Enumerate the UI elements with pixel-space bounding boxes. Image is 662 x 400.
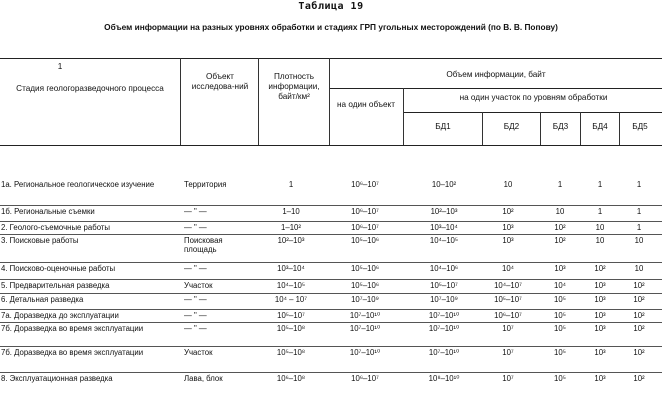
bd2-cell: 10³ [502, 223, 514, 232]
col-divider-per-area [403, 88, 404, 145]
stage-cell: 1б. Региональные съемки [1, 207, 95, 216]
bd3-cell: 10⁵ [554, 348, 566, 357]
table-caption: Объем информации на разных уровнях обработки и стадиях ГРП угольных месторождений (по В. В. Попову) [104, 22, 558, 32]
bd4-cell: 10³ [594, 374, 606, 383]
bd1-cell: 10⁷–10¹⁰ [428, 348, 460, 357]
row-rule [0, 309, 662, 310]
bd5-cell: 10² [633, 348, 645, 357]
object-cell: Лава, блок [184, 374, 223, 383]
density-cell: 1 [288, 180, 294, 189]
bd5-cell: 1 [636, 223, 642, 232]
bd1-cell: 10⁴–10⁵ [429, 236, 459, 245]
density-cell: 10⁵–10⁸ [276, 348, 306, 357]
density-cell: 10⁵–10⁷ [277, 311, 305, 320]
row-rule [0, 322, 662, 323]
object-cell: Территория [184, 180, 227, 189]
bd4-cell: 10³ [594, 348, 606, 357]
bd4-cell: 10³ [594, 311, 606, 320]
stage-cell: 3. Поисковые работы [1, 236, 79, 245]
table-row [0, 348, 662, 368]
per-object-cell: 10⁶–10⁷ [351, 207, 379, 216]
table-row [0, 374, 662, 394]
header-bd1: БД1 [435, 122, 451, 131]
density-cell: 10²–10³ [277, 236, 305, 245]
row-rule [0, 279, 662, 280]
per-object-cell: 10⁶–10⁷ [351, 374, 379, 383]
object-cell: Поисковая площадь [184, 236, 223, 254]
bd1-cell: 10³–10⁴ [430, 223, 458, 232]
density-cell: 10⁴ – 10⁷ [274, 295, 308, 304]
per-object-cell: 10⁶–10⁷ [351, 180, 379, 189]
bd4-cell: 10 [595, 223, 605, 232]
bd4-cell: 10³ [594, 295, 606, 304]
bd3-cell: 10² [554, 223, 566, 232]
bd4-cell: 10² [594, 264, 606, 273]
level-subheader-rule [403, 112, 662, 113]
bd1-cell: 10⁷–10¹⁰ [428, 324, 460, 333]
density-cell: 10⁴–10⁵ [276, 281, 306, 290]
stage-cell: 5. Предварительная разведка [1, 281, 110, 290]
bd3-cell: 10⁵ [554, 295, 566, 304]
header-bd4: БД4 [592, 122, 608, 131]
row-rule [0, 234, 662, 235]
bd4-cell: 1 [597, 207, 603, 216]
object-cell: Участок [184, 281, 213, 290]
row-rule [0, 346, 662, 347]
object-cell: — " — [184, 223, 207, 232]
per-object-cell: 10⁶–10⁷ [351, 223, 379, 232]
density-cell: 1–10 [282, 207, 300, 216]
table-row [0, 324, 662, 344]
bd2-cell: 10⁴ [501, 264, 515, 273]
object-cell: — " — [184, 295, 207, 304]
object-cell: — " — [184, 324, 207, 333]
row-rule [0, 262, 662, 263]
density-cell: 10³–10⁴ [277, 264, 305, 273]
bd3-cell: 10⁴ [553, 281, 567, 290]
bd3-cell: 10 [555, 207, 565, 216]
density-cell: 10⁵–10⁸ [276, 324, 306, 333]
bd5-cell: 10² [633, 281, 645, 290]
bd2-cell: 10 [503, 180, 513, 189]
bd5-cell: 10² [633, 324, 645, 333]
bd2-cell: 10⁵–10⁷ [494, 295, 522, 304]
bd3-cell: 10⁵ [554, 324, 566, 333]
stage-cell: 8. Эксплуатационная разведка [1, 374, 113, 383]
bd3-cell: 1 [557, 180, 563, 189]
bd2-cell: 10⁷ [502, 348, 514, 357]
header-top-rule [0, 58, 662, 59]
bd2-cell: 10³ [502, 236, 514, 245]
bd3-cell: 10³ [554, 264, 566, 273]
col-divider-object [180, 58, 181, 145]
header-per-area: на один участок по уровням обработки [459, 93, 608, 102]
bd5-cell: 10² [633, 311, 645, 320]
per-object-cell: 10⁵–10⁶ [350, 281, 380, 290]
bd1-cell: 10⁷–10⁹ [430, 295, 458, 304]
per-object-cell: 10⁷–10¹⁰ [349, 311, 381, 320]
header-bd5: БД5 [632, 122, 648, 131]
bd5-cell: 1 [636, 180, 642, 189]
stage-cell: 7б. Доразведка во время эксплуатации [1, 324, 144, 333]
bd2-cell: 10⁷ [502, 374, 514, 383]
volume-subheader-rule [329, 88, 662, 89]
per-object-cell: 10⁷–10⁹ [351, 295, 379, 304]
bd1-cell: 10⁷–10¹⁰ [428, 311, 460, 320]
bd2-cell: 10⁶–10⁷ [494, 311, 522, 320]
header-stage: Стадия геологоразведочного процесса [16, 84, 164, 93]
bd2-cell: 10² [502, 207, 514, 216]
object-cell: — " — [184, 264, 207, 273]
bd4-cell: 10³ [594, 281, 606, 290]
header-bottom-rule [0, 145, 662, 146]
header-object: Объект исследова-ний [191, 72, 249, 91]
bd5-cell: 10² [633, 374, 645, 383]
bd2-cell: 10⁴–10⁷ [494, 281, 522, 290]
bd5-cell: 10² [633, 295, 645, 304]
stage-cell: 2. Геолого-съемочные работы [1, 223, 111, 232]
bd1-cell: 10⁵–10⁷ [430, 281, 458, 290]
per-object-cell: 10⁵–10⁶ [350, 264, 380, 273]
per-object-cell: 10⁵–10⁶ [350, 236, 380, 245]
header-density: Плотность информации, байт/км² [268, 72, 320, 101]
bd4-cell: 10 [595, 236, 605, 245]
table-row [0, 236, 662, 256]
bd5-cell: 10 [634, 264, 644, 273]
stage-cell: 7а. Доразведка до эксплуатации [1, 311, 119, 320]
bd3-cell: 10⁵ [554, 374, 566, 383]
bd1-cell: 10²–10³ [430, 207, 458, 216]
bd1-cell: 10⁸–10¹⁰ [428, 374, 460, 383]
bd3-cell: 10² [554, 236, 566, 245]
table-row [0, 180, 662, 200]
per-object-cell: 10⁷–10¹⁰ [349, 348, 381, 357]
stage-cell: 6. Детальная разведка [1, 295, 84, 304]
stage-cell: 4. Поисково-оценочные работы [1, 264, 116, 273]
column-number: 1 [57, 62, 63, 71]
bd4-cell: 10³ [594, 324, 606, 333]
bd2-cell: 10⁷ [502, 324, 514, 333]
object-cell: — " — [184, 311, 207, 320]
bd5-cell: 10 [634, 236, 644, 245]
header-bd3: БД3 [552, 122, 569, 131]
density-cell: 1–10² [281, 223, 301, 232]
stage-cell: 7б. Доразведка во время эксплуатации [1, 348, 144, 357]
header-bd2: БД2 [503, 122, 520, 131]
col-divider-density [258, 58, 259, 145]
row-rule [0, 205, 662, 206]
row-rule [0, 372, 662, 373]
density-cell: 10⁶–10⁸ [276, 374, 306, 383]
per-object-cell: 10⁷–10¹⁰ [349, 324, 381, 333]
object-cell: Участок [184, 348, 213, 357]
bd3-cell: 10⁵ [554, 311, 566, 320]
table-title: Таблица 19 [298, 1, 364, 12]
bd5-cell: 1 [636, 207, 642, 216]
header-volume: Объем информации, байт [446, 70, 546, 79]
row-rule [0, 221, 662, 222]
row-rule [0, 293, 662, 294]
bd1-cell: 10⁴–10⁶ [429, 264, 459, 273]
bd1-cell: 10–10² [431, 180, 457, 189]
bd4-cell: 1 [597, 180, 603, 189]
header-per-object: на один объект [337, 100, 395, 109]
object-cell: — " — [184, 207, 207, 216]
stage-cell: 1а. Региональное геологическое изучение [1, 180, 155, 189]
